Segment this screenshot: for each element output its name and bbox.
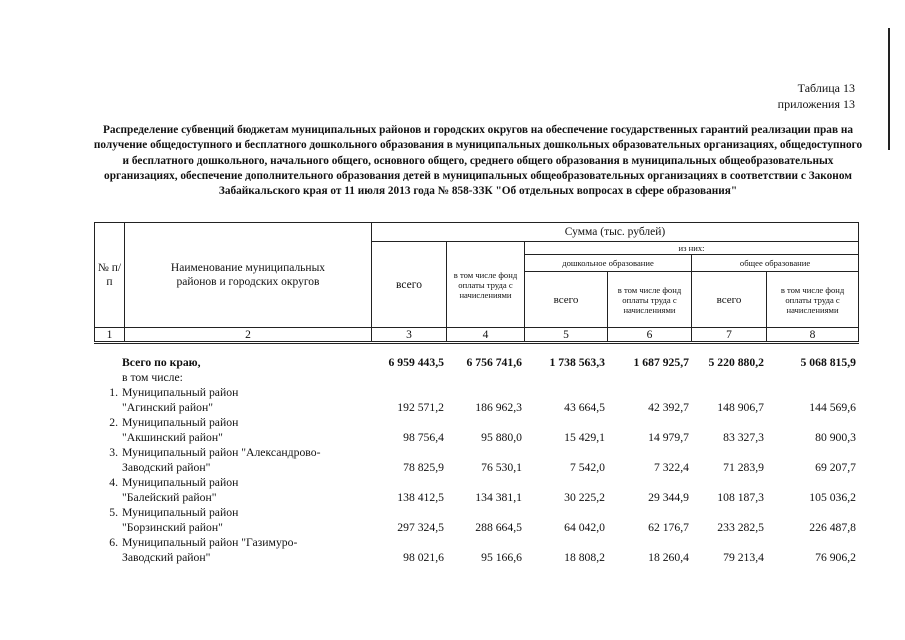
col-number: 7 bbox=[692, 328, 767, 343]
table-row bbox=[94, 505, 858, 520]
total-value: 1 738 563,3 bbox=[549, 356, 605, 369]
table-row bbox=[94, 475, 858, 490]
header-preschool-total: всего bbox=[525, 272, 608, 328]
table-row bbox=[94, 520, 858, 535]
header-total: всего bbox=[372, 242, 447, 328]
total-row bbox=[94, 355, 858, 370]
cell-value: 71 283,9 bbox=[723, 461, 764, 474]
header-general-total: всего bbox=[692, 272, 767, 328]
cell-value: 288 664,5 bbox=[475, 521, 522, 534]
cell-value: 98 021,6 bbox=[403, 551, 444, 564]
cell-value: 62 176,7 bbox=[648, 521, 689, 534]
cell-value: 186 962,3 bbox=[475, 401, 522, 414]
district-name-line2: "Акшинский район" bbox=[122, 431, 223, 444]
table-row bbox=[94, 400, 858, 415]
col-number: 8 bbox=[767, 328, 859, 343]
header-preschool: дошкольное образование bbox=[525, 255, 692, 272]
cell-value: 7 542,0 bbox=[569, 461, 605, 474]
cell-value: 148 906,7 bbox=[717, 401, 764, 414]
row-index: 6. bbox=[109, 536, 118, 549]
total-label: Всего по краю, bbox=[122, 356, 201, 369]
header-name: Наименование муниципальных районов и городских округов bbox=[125, 223, 372, 328]
cell-value: 76 906,2 bbox=[815, 551, 856, 564]
header-num: № п/п bbox=[95, 223, 125, 328]
district-name-line2: Заводский район" bbox=[122, 551, 211, 564]
row-index: 3. bbox=[109, 446, 118, 459]
cell-value: 108 187,3 bbox=[717, 491, 764, 504]
header-incl-wage: в том числе фонд оплаты труда с начислениями bbox=[447, 242, 525, 328]
total-value: 5 068 815,9 bbox=[800, 356, 856, 369]
header-general-wage: в том числе фонд оплаты труда с начислениями bbox=[767, 272, 859, 328]
cell-value: 79 213,4 bbox=[723, 551, 764, 564]
cell-value: 138 412,5 bbox=[397, 491, 444, 504]
total-value: 6 959 443,5 bbox=[388, 356, 444, 369]
data-table bbox=[94, 355, 858, 565]
total-value: 6 756 741,6 bbox=[466, 356, 522, 369]
cell-value: 64 042,0 bbox=[564, 521, 605, 534]
row-index: 1. bbox=[109, 386, 118, 399]
table-number: Таблица 13 bbox=[797, 81, 855, 95]
col-number: 1 bbox=[95, 328, 125, 343]
table-label bbox=[778, 80, 855, 112]
col-number: 3 bbox=[372, 328, 447, 343]
cell-value: 42 392,7 bbox=[648, 401, 689, 414]
district-name-line1: Муниципальный район bbox=[122, 416, 239, 429]
col-number: 5 bbox=[525, 328, 608, 343]
cell-value: 7 322,4 bbox=[653, 461, 689, 474]
cell-value: 105 036,2 bbox=[809, 491, 856, 504]
table-row bbox=[94, 550, 858, 565]
cell-value: 14 979,7 bbox=[648, 431, 689, 444]
header-table bbox=[94, 222, 859, 344]
cell-value: 134 381,1 bbox=[475, 491, 522, 504]
table-row bbox=[94, 535, 858, 550]
header-of-them: из них: bbox=[525, 242, 859, 255]
table-row bbox=[94, 385, 858, 400]
cell-value: 144 569,6 bbox=[809, 401, 856, 414]
cell-value: 30 225,2 bbox=[564, 491, 605, 504]
cell-value: 78 825,9 bbox=[403, 461, 444, 474]
cell-value: 18 260,4 bbox=[648, 551, 689, 564]
page-edge-line bbox=[888, 28, 890, 150]
cell-value: 29 344,9 bbox=[648, 491, 689, 504]
row-index: 4. bbox=[109, 476, 118, 489]
table-row bbox=[94, 415, 858, 430]
row-index: 5. bbox=[109, 506, 118, 519]
district-name-line2: "Агинский район" bbox=[122, 401, 213, 414]
document-title: Распределение субвенций бюджетам муниципальных районов и городских округов на обеспечение государственных гарантий реализации прав на получение общедоступного и бесплатного дошкольного образования в муниципальных дошкольных образовательных организациях, общедоступного и бесплатного дошкольного, начального общего, основного общего, среднего общего образования в муниципальных общеобразовательных организациях, обеспечение дополнительного образования детей в муниципальных общеобразовательных организациях в соответствии с Законом Забайкальского края от 11 июля 2013 года № 858-ЗЗК "Об отдельных вопросах в сфере образования" bbox=[93, 124, 863, 198]
table-row bbox=[94, 445, 858, 460]
table-row bbox=[94, 460, 858, 475]
cell-value: 297 324,5 bbox=[397, 521, 444, 534]
col-number: 4 bbox=[447, 328, 525, 343]
district-name-line2: Заводский район" bbox=[122, 461, 211, 474]
district-name-line1: Муниципальный район bbox=[122, 476, 239, 489]
district-name-line2: "Балейский район" bbox=[122, 491, 217, 504]
including-label: в том числе: bbox=[122, 371, 183, 384]
cell-value: 76 530,1 bbox=[481, 461, 522, 474]
cell-value: 233 282,5 bbox=[717, 521, 764, 534]
cell-value: 95 166,6 bbox=[481, 551, 522, 564]
cell-value: 226 487,8 bbox=[809, 521, 856, 534]
cell-value: 95 880,0 bbox=[481, 431, 522, 444]
row-index: 2. bbox=[109, 416, 118, 429]
table-row bbox=[94, 490, 858, 505]
total-value: 5 220 880,2 bbox=[708, 356, 764, 369]
column-numbers-row bbox=[95, 328, 859, 343]
district-name-line1: Муниципальный район bbox=[122, 506, 239, 519]
cell-value: 83 327,3 bbox=[723, 431, 764, 444]
cell-value: 43 664,5 bbox=[564, 401, 605, 414]
cell-value: 15 429,1 bbox=[564, 431, 605, 444]
cell-value: 69 207,7 bbox=[815, 461, 856, 474]
total-value: 1 687 925,7 bbox=[633, 356, 689, 369]
cell-value: 192 571,2 bbox=[397, 401, 444, 414]
appendix-label: приложения 13 bbox=[777, 97, 855, 111]
district-name-line1: Муниципальный район "Газимуро- bbox=[122, 536, 298, 549]
cell-value: 98 756,4 bbox=[403, 431, 444, 444]
col-number: 6 bbox=[608, 328, 692, 343]
header-sum: Сумма (тыс. рублей) bbox=[372, 223, 859, 242]
col-number: 2 bbox=[125, 328, 372, 343]
district-name-line2: "Борзинский район" bbox=[122, 521, 223, 534]
district-name-line1: Муниципальный район "Александрово- bbox=[122, 446, 321, 459]
header-general: общее образование bbox=[692, 255, 859, 272]
cell-value: 80 900,3 bbox=[815, 431, 856, 444]
cell-value: 18 808,2 bbox=[564, 551, 605, 564]
district-name-line1: Муниципальный район bbox=[122, 386, 239, 399]
table-row bbox=[94, 430, 858, 445]
header-preschool-wage: в том числе фонд оплаты труда с начислениями bbox=[608, 272, 692, 328]
